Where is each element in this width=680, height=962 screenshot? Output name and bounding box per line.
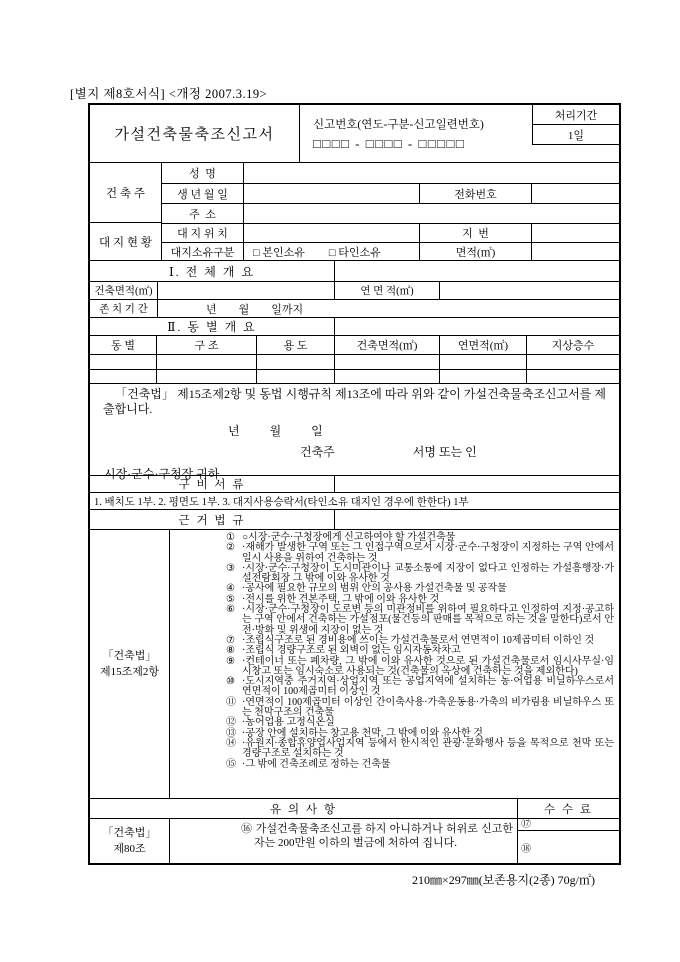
block-cell[interactable]	[90, 370, 157, 383]
jibun-label: 지 번	[420, 224, 532, 242]
site-area-input[interactable]	[532, 243, 619, 260]
site-location-input[interactable]	[244, 224, 420, 242]
fee-column	[518, 819, 619, 863]
legal-item-text: ·공장 안에 설치하는 창고용 천막, 그 밖에 이와 유사한 것	[242, 727, 483, 739]
retention-period-label: 존 치 기 간	[90, 300, 158, 317]
report-number-boxes[interactable]: □□□□ - □□□□ - □□□□□	[313, 135, 466, 151]
fee-cell-18[interactable]: ⑱	[521, 844, 531, 855]
form-table	[88, 103, 621, 865]
law-name: 「건축법」	[102, 650, 157, 662]
own-self-checkbox[interactable]: □ 본인소유	[253, 246, 305, 259]
legal-item	[170, 657, 619, 678]
own-other-checkbox[interactable]: □ 타인소유	[328, 246, 381, 259]
byblock-section-spacer	[335, 318, 619, 335]
notice-law	[90, 819, 170, 863]
block-cell[interactable]	[257, 355, 335, 369]
legal-item-text: ·공사에 필요한 규모의 범위 안의 공사용 가설건축물 및 공작물	[242, 583, 507, 595]
legal-item-text: ·유원지·종합휴양업사업지역 등에서 한시적인 관광·문화행사 등을 목적으로 천막 또는 경량구조로 설치하는 것	[242, 737, 614, 760]
legal-items-list	[170, 530, 619, 798]
overall-section-title: Ⅰ. 전 체 개 요	[90, 261, 335, 281]
legal-item	[170, 677, 619, 698]
submission-date-line[interactable]: 년 월 일	[228, 424, 323, 438]
col-header-total-area: 연면적(㎡)	[440, 336, 527, 354]
birthdate-label: 생 년 월 일	[162, 184, 244, 203]
processing-period-value: 1일	[567, 129, 585, 142]
address-input[interactable]	[244, 204, 619, 223]
legal-item	[170, 760, 619, 770]
byblock-section-title: Ⅱ. 동 별 개 요	[90, 318, 335, 335]
block-table-row	[90, 354, 619, 369]
notice-law-article: 제80조	[113, 843, 146, 855]
report-number-label: 신고번호(연도-구분-신고일련번호)	[313, 118, 484, 131]
block-cell[interactable]	[335, 355, 440, 369]
notice-title: 유 의 사 항	[90, 799, 518, 818]
legal-item-text: ·재해가 발생한 구역 또는 그 인접구역으로서 시장·군수·구청장이 지정하는 구역 안에서 일시 사용을 위하여 건축하는 것	[242, 542, 614, 564]
form-reference: [별지 제8호서식] <개정 2007.3.19>	[70, 87, 268, 101]
legal-item-text: ·컨테이너 또는 폐차량, 그 밖에 이와 유사한 것으로 된 가설건축물로서 임시사무실·임시창고 또는 임시숙소로 사용되는 것(건축물의 옥상에 건축하는 것을 제외한다)	[242, 655, 614, 677]
jibun-input[interactable]	[532, 224, 619, 242]
legal-item-text: ·조립식구조로 된 경비용에 쓰이는 가설건축물로서 연면적이 10제곱미터 이하인 것	[242, 634, 595, 646]
recipient-line: 시장·군수·구청장 귀하	[104, 467, 220, 481]
block-cell[interactable]	[90, 355, 157, 369]
penalty-cell	[170, 819, 518, 863]
block-cell[interactable]	[527, 355, 619, 369]
legal-basis-title: 근 거 법 규	[90, 510, 335, 529]
processing-period-label: 처리기간	[533, 105, 619, 125]
phone-input[interactable]	[532, 184, 619, 203]
legal-basis-title-spacer	[335, 510, 619, 529]
legal-item-number: ⑭	[226, 737, 236, 749]
site-group-label: 대 지 현 황	[98, 236, 153, 249]
legal-item-number: ⑫	[226, 717, 236, 729]
block-cell[interactable]	[527, 370, 619, 383]
legal-item	[170, 698, 619, 719]
form-title: 가설건축물축조신고서	[90, 105, 300, 162]
block-cell[interactable]	[335, 370, 440, 383]
legal-item-text: ·그 밖에 건축조례로 정하는 건축물	[242, 758, 391, 770]
documents-list: 1. 배치도 1부. 2. 평면도 1부. 3. 대지사용승락서(타인소유 대지인 경우에 한한다) 1부	[94, 496, 469, 508]
fee-title: 수 수 료	[543, 803, 594, 816]
name-input[interactable]	[244, 163, 619, 183]
birthdate-input[interactable]	[244, 184, 420, 203]
retention-period-input[interactable]: 년 월 일까지	[206, 303, 304, 316]
legal-item-text: ·전시를 위한 견본주택, 그 밖에 이와 유사한 것	[242, 593, 440, 605]
notice-law-name: 「건축법」	[102, 827, 157, 839]
legal-item-number: ⑤	[226, 593, 235, 605]
building-area-label: 건축면적(㎡)	[90, 282, 158, 299]
legal-item-text: ·농어업용 고정식온실	[242, 717, 335, 729]
paper-spec-footer: 210㎜×297㎜(보존용지(2종) 70g/㎡)	[411, 873, 595, 887]
legal-item-text: ·시장·군수·구청장이 도로변 등의 미관정비를 위하여 필요하다고 인정하여 지정·공고하는 구역 안에서 건축하는 가설점포(물건등의 판매를 목적으로 하는 것을 말한다)로서 안전·방화 및 위생에 지장이 없는 것	[242, 604, 614, 636]
address-label: 주 소	[162, 204, 244, 223]
block-cell[interactable]	[157, 355, 257, 369]
legal-item-number: ①	[226, 532, 235, 543]
processing-period-box	[532, 105, 619, 145]
site-location-label: 대 지 위 치	[162, 224, 244, 242]
legal-item-number: ⑮	[226, 758, 236, 770]
legal-item	[170, 543, 619, 564]
fee-cell-17[interactable]: ⑰	[518, 819, 619, 831]
legal-item-number: ⑬	[226, 727, 236, 739]
col-header-building-area: 건축면적(㎡)	[335, 336, 440, 354]
phone-label: 전화번호	[420, 184, 532, 203]
col-header-floors: 지상층수	[551, 340, 595, 352]
owner-group-label: 건 축 주	[90, 163, 161, 223]
legal-item-text: ·도시지역중 주거지역·상업지역 또는 공업지역에 설치하는 농·어업용 비닐하우스로서 연면적이 100제곱미터 이상인 것	[242, 676, 614, 698]
documents-title-spacer	[335, 476, 619, 492]
site-area-label: 면적(㎡)	[420, 243, 532, 260]
legal-item-text: ·조립식 경량구조로 된 외벽이 없는 임시자동차차고	[242, 645, 461, 657]
col-header-use: 용 도	[257, 336, 335, 354]
block-cell[interactable]	[440, 370, 527, 383]
signature-label: 서명 또는 인	[412, 445, 477, 459]
building-area-input[interactable]	[158, 282, 335, 299]
col-header-block: 동 별	[90, 336, 157, 354]
legal-item-number: ⑪	[226, 696, 236, 708]
block-cell[interactable]	[157, 370, 257, 383]
legal-item-text: ·시장·군수·구청장이 도시미관이나 교통소통에 지장이 없다고 인정하는 가설흥행장·가설전람회장 그 밖에 이와 유사한 것	[242, 562, 614, 585]
block-table-row	[90, 369, 619, 383]
legal-item	[170, 739, 619, 760]
block-cell[interactable]	[257, 370, 335, 383]
legal-basis-law	[90, 530, 170, 798]
total-floor-area-input[interactable]	[440, 282, 619, 299]
law-article: 제15조제2항	[99, 666, 159, 678]
site-ownership-options	[244, 243, 420, 260]
site-ownership-label: 대지소유구분	[162, 243, 244, 260]
legal-item-number: ⑩	[226, 676, 235, 688]
legal-item-number: ⑥	[226, 604, 235, 616]
legal-item-number: ②	[226, 542, 235, 554]
legal-item	[170, 564, 619, 585]
applicant-label: 건축주	[300, 445, 335, 459]
col-header-structure: 구 조	[157, 336, 257, 354]
documents-title: 구 비 서 류	[90, 476, 335, 492]
legal-item-number: ⑨	[226, 655, 235, 667]
legal-item	[170, 605, 619, 636]
total-floor-area-label: 연 면 적(㎡)	[335, 282, 440, 299]
legal-item-text: ○시장·군수·구청장에게 신고하여야 할 가설건축물	[242, 532, 456, 543]
name-label: 성 명	[162, 163, 244, 183]
block-cell[interactable]	[440, 355, 527, 369]
penalty-text: ⑯ 가설건축물축조신고를 하지 아니하거나 허위로 신고한 자는 200만원 이하의 벌금에 처하여 집니다.	[241, 823, 513, 849]
submission-block	[90, 383, 619, 481]
submission-statement: 「건축법」 제15조제2항 및 동법 시행규칙 제13조에 따라 위와 같이 가설건축물축조신고서를 제출합니다.	[103, 387, 606, 416]
overall-section-spacer	[335, 261, 619, 281]
legal-item-number: ③	[226, 562, 235, 574]
legal-item-number: ⑧	[226, 645, 235, 657]
legal-item-text: ·연면적이 100제곱미터 이상인 간이축사용·가축운동용·가축의 비가림용 비닐하우스 또는 천막구조의 건축물	[242, 696, 614, 719]
legal-item-number: ④	[226, 583, 235, 595]
legal-item-number: ⑦	[226, 634, 235, 646]
